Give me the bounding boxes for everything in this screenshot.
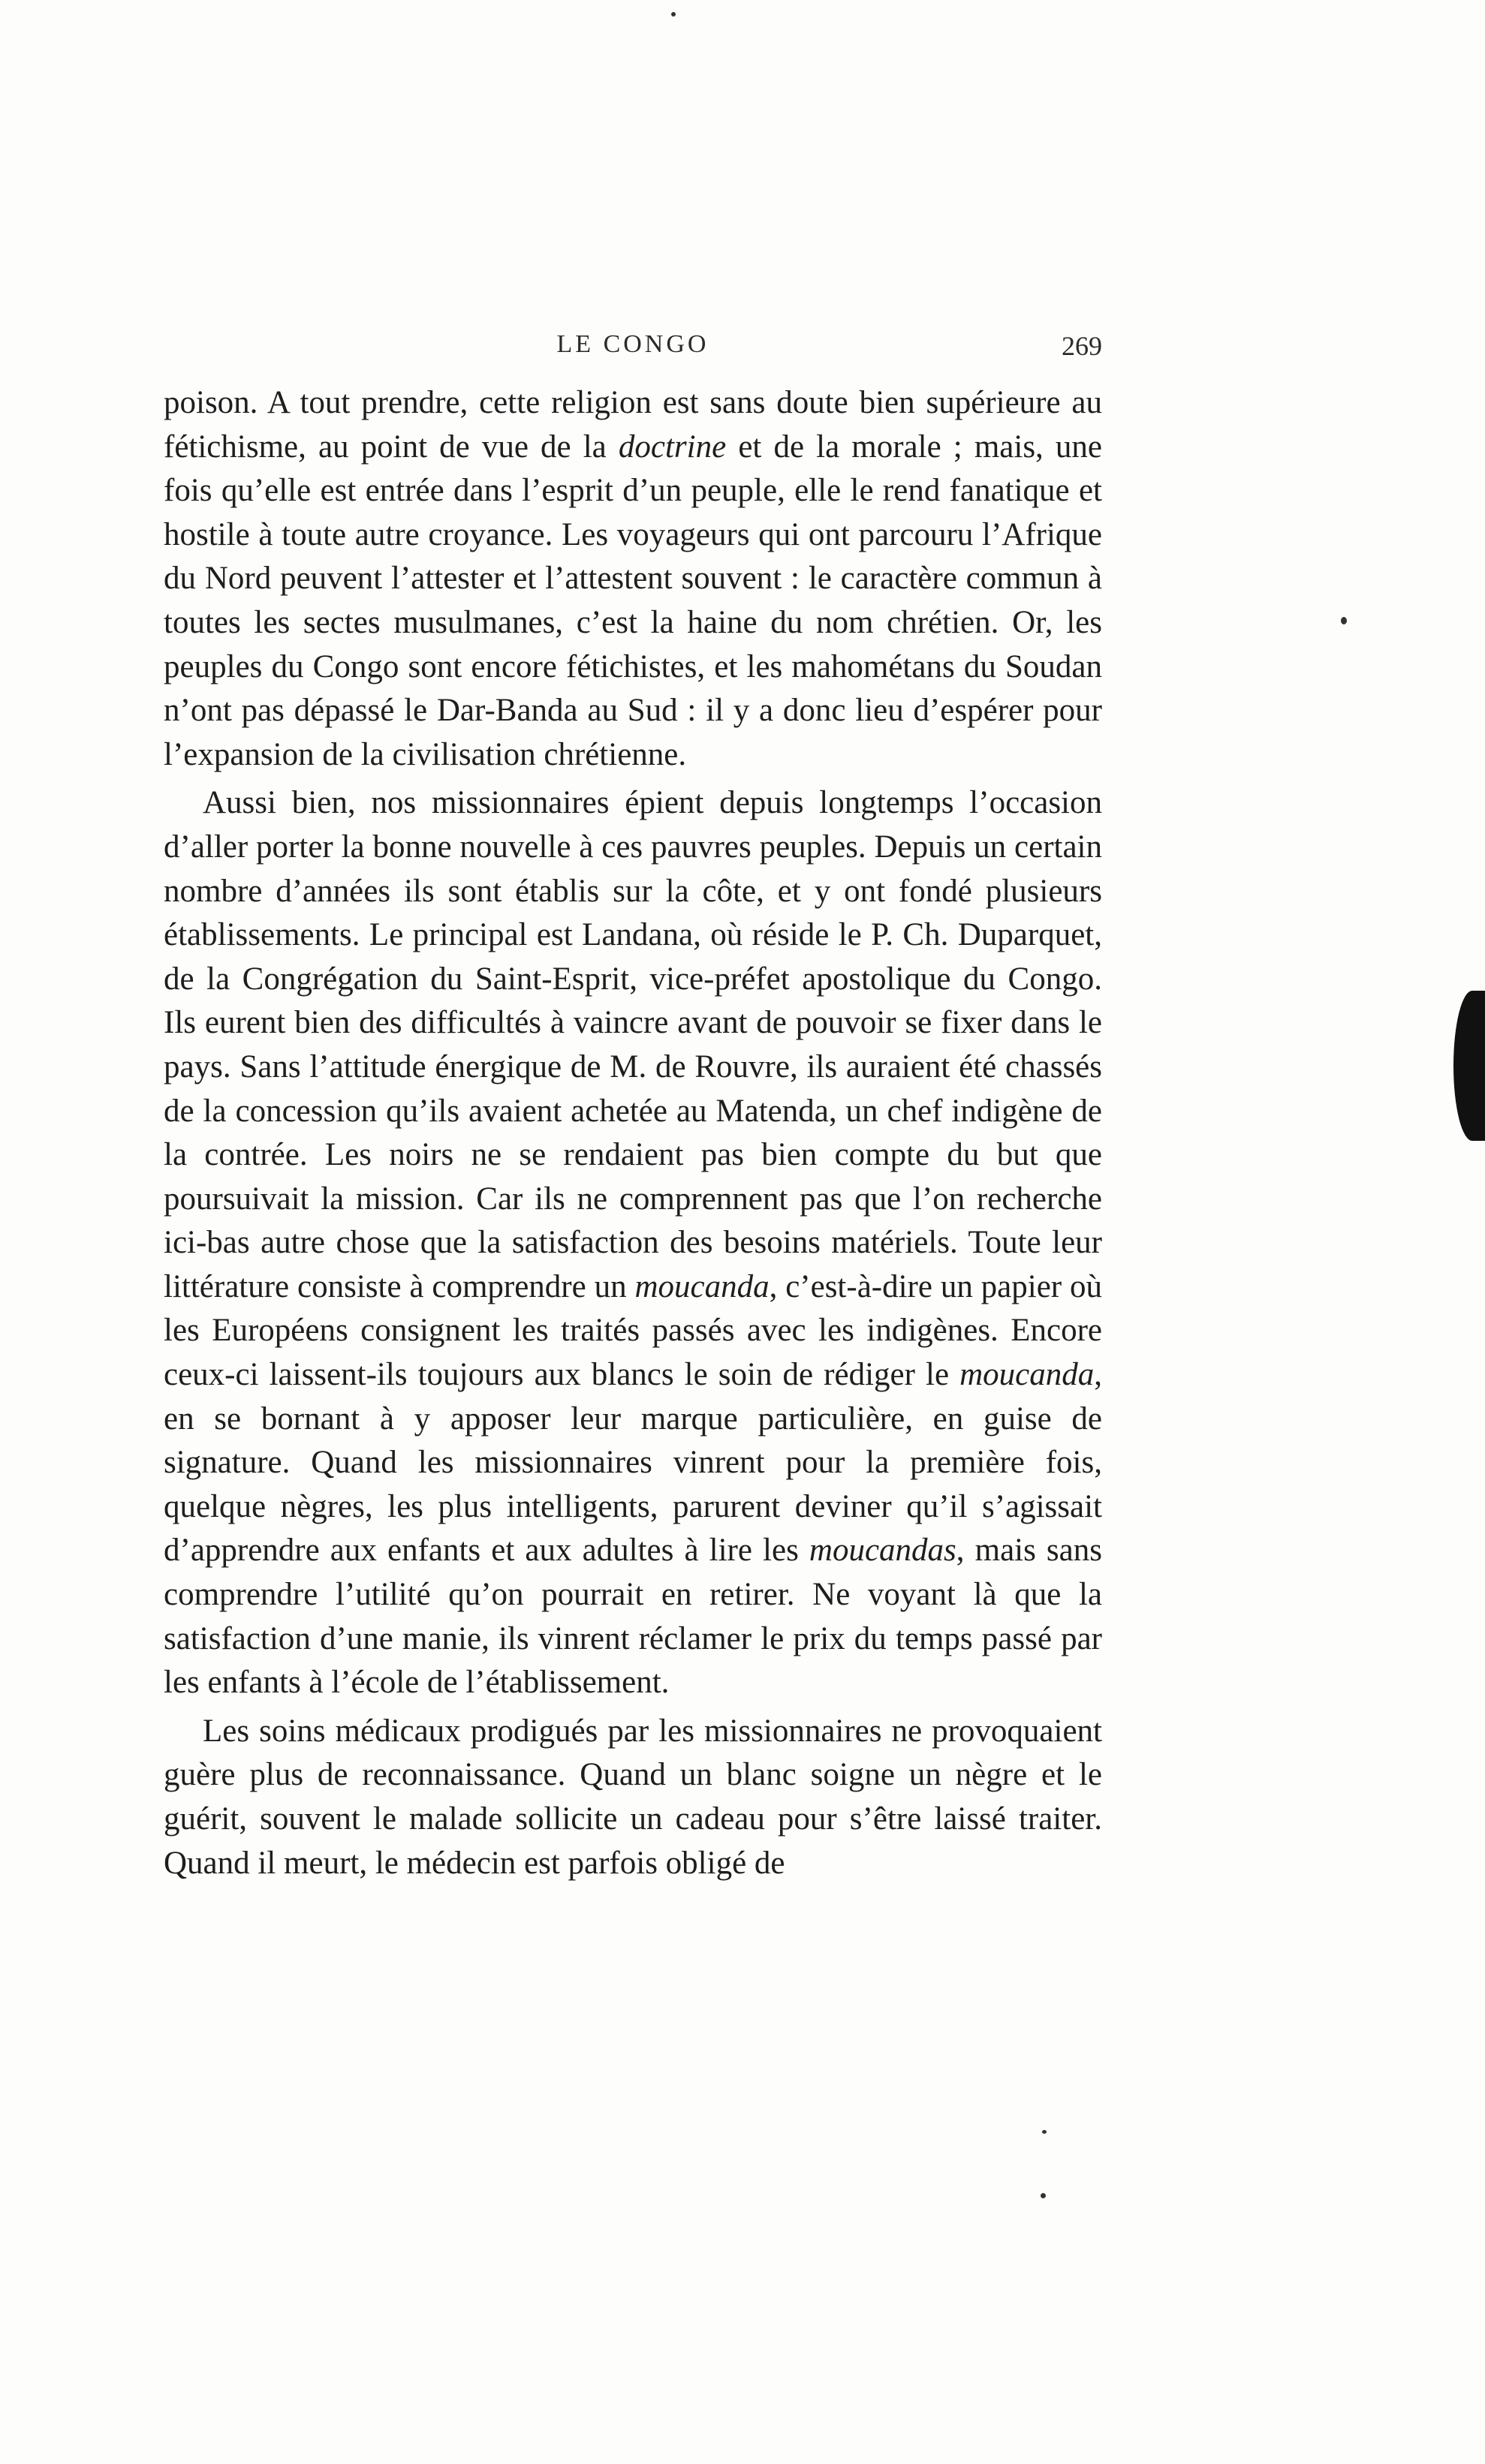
paragraph-3	[164, 1710, 1102, 1885]
italic-term: moucanda	[959, 1357, 1095, 1393]
scan-speck	[1041, 2193, 1046, 2198]
paragraph-text: Aussi bien, nos missionnaires épient depuis longtemps l’occasion d’aller porter la bonne nouvelle à ces pauvres peuples. Depuis un certain nombre d’années ils sont établis sur la côte, et y ont fondé plusieurs établissements. Le principal est Landana, où réside le P. Ch. Duparquet, de la Congrégation du Saint-Esprit, vice-préfet apostolique du Congo. Ils eurent bien des difficultés à vaincre avant de pouvoir se fixer dans le pays. Sans l’attitude énergique de M. de Rouvre, ils auraient été chassés de la concession qu’ils avaient achetée au Matenda, un chef indigène de la contrée. Les noirs ne se rendaient pas bien compte du but que poursuivait la mission. Car ils ne comprennent pas que l’on recherche ici-bas autre chose que la satisfaction des besoins matériels. Toute leur littérature consiste à comprendre un	[164, 785, 1102, 1304]
paragraph-1	[164, 381, 1102, 777]
paragraph-2	[164, 781, 1102, 1704]
scan-speck	[1042, 2130, 1047, 2134]
page-number: 269	[1062, 331, 1102, 361]
paragraph-text: poison. A tout prendre, cette religion est sans doute bien supérieure au fétichisme, au point de vue de la	[164, 385, 1102, 465]
paragraph-text: , en se bornant à y apposer leur marque particulière, en guise de signature. Quand les missionnaires vinrent pour la première fois, quelque nègres, les plus intelligents, parurent deviner qu’il s’agissait d’apprendre aux enfants et aux adultes à lire les	[164, 1357, 1102, 1569]
scan-speck	[671, 12, 676, 17]
paragraph-text: Les soins médicaux prodigués par les missionnaires ne provoquaient guère plus de reconnaissance. Quand un blanc soigne un nègre et le guérit, souvent le malade sollicite un cadeau pour s’être laissé traiter. Quand il meurt, le médecin est parfois obligé de	[164, 1713, 1102, 1881]
running-title: LE CONGO	[556, 330, 709, 358]
running-head	[164, 330, 1102, 375]
italic-term: moucandas	[809, 1533, 956, 1569]
scan-speck	[1341, 617, 1347, 624]
scan-edge-blot	[1453, 991, 1485, 1141]
italic-term: moucanda	[634, 1268, 770, 1304]
paragraph-text: , c’est-à-dire un papier où les Européens consignent les traités passés avec les indigènes. Encore ceux-ci laissent-ils toujours aux blancs le soin de rédiger le	[164, 1268, 1102, 1393]
paragraph-text: et de la morale ; mais, une fois qu’elle est entrée dans l’esprit d’un peuple, elle le rend fanatique et hostile à toute autre croyance. Les voyageurs qui ont parcouru l’Afrique du Nord peuvent l’attester et l’attestent souvent : le caractère commun à toutes les sectes musulmanes, c’est la haine du nom chrétien. Or, les peuples du Congo sont encore fétichistes, et les mahométans du Soudan n’ont pas dépassé le Dar-Banda au Sud : il y a donc lieu d’espérer pour l’expansion de la civilisation chrétienne.	[164, 429, 1102, 772]
body-text	[164, 381, 1102, 1890]
italic-term: doctrine	[618, 429, 727, 465]
paragraph-text: , mais sans comprendre l’utilité qu’on pourrait en retirer. Ne voyant là que la satisfaction d’une manie, ils vinrent réclamer le prix du temps passé par les enfants à l’école de l’établissement.	[164, 1533, 1102, 1701]
